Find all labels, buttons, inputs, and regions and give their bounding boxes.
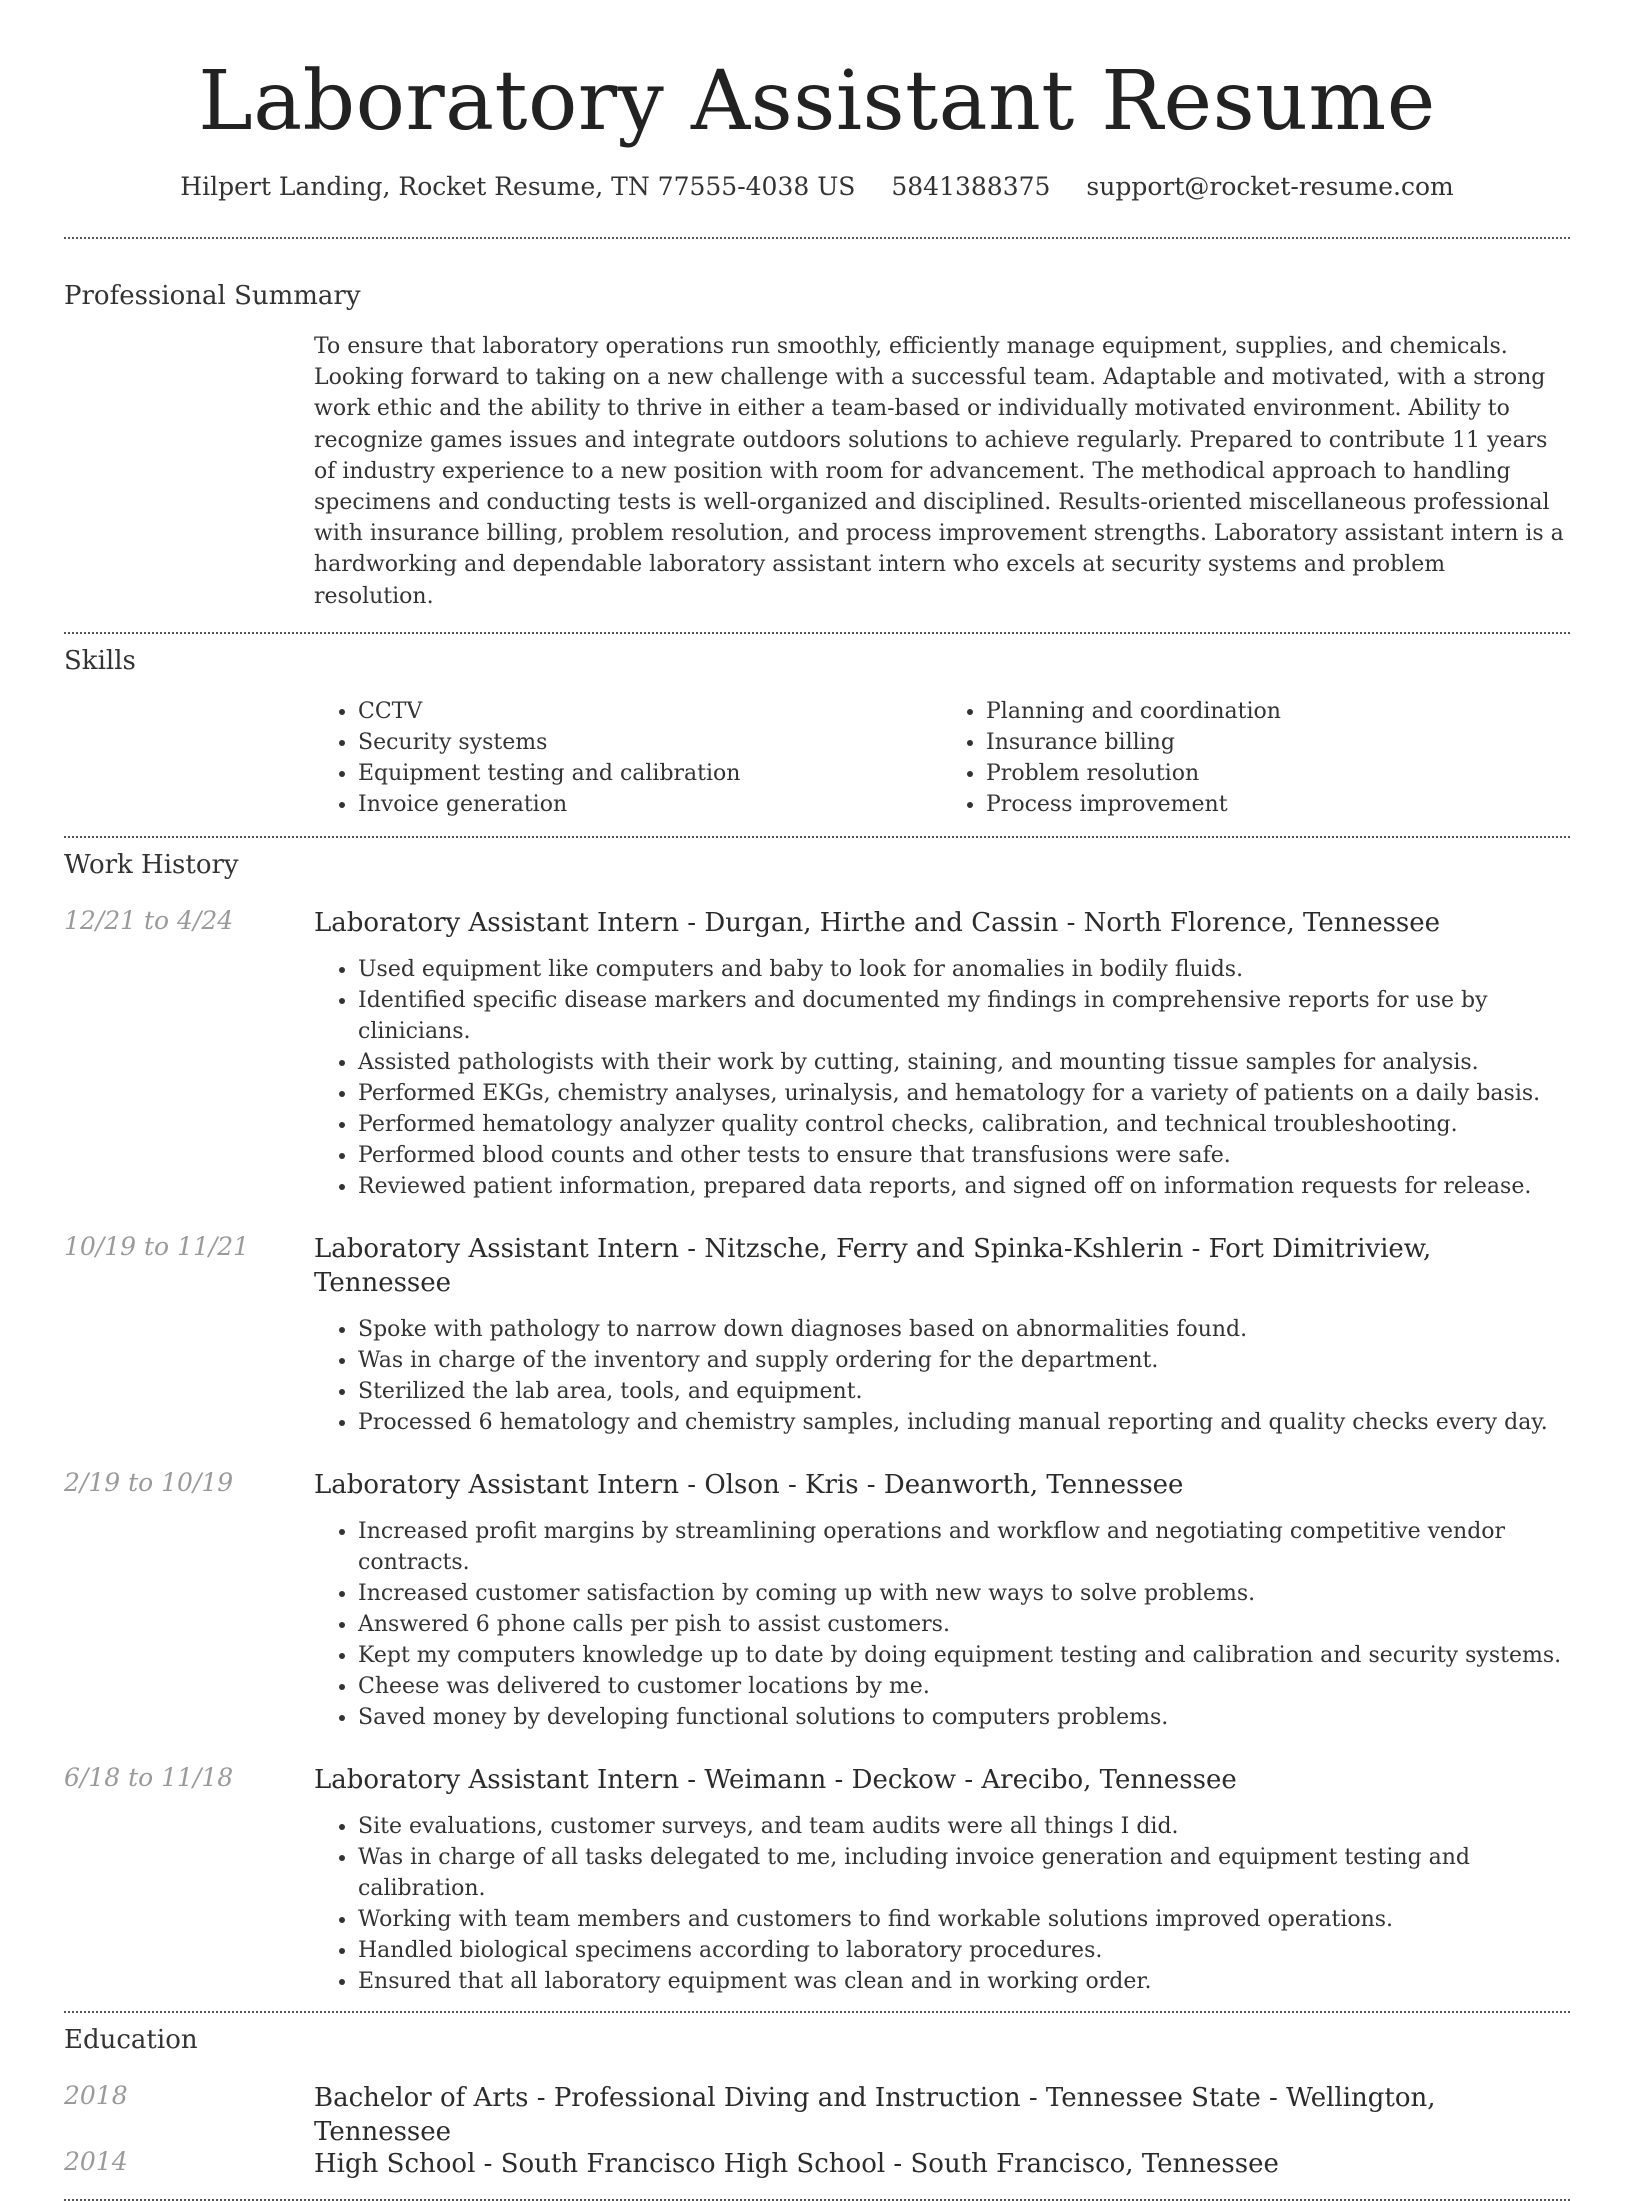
contact-address: Hilpert Landing, Rocket Resume, TN 77555-4038 US — [180, 172, 856, 201]
contact-email: support@rocket-resume.com — [1086, 172, 1454, 201]
job-bullet: • Kept my computers knowledge up to date by doing equipment testing and calibration and security systems. — [358, 1640, 1570, 1671]
job-bullet: • Performed EKGs, chemistry analyses, urinalysis, and hematology for a variety of patients on a daily basis. — [358, 1078, 1570, 1109]
job-bullet: • Assisted pathologists with their work by cutting, staining, and mounting tissue samples for analysis. — [358, 1047, 1570, 1078]
skill-item: • Problem resolution — [986, 758, 1570, 789]
skill-item: • Invoice generation — [358, 789, 942, 820]
job-bullets — [314, 954, 1570, 1202]
job-bullets — [314, 1314, 1570, 1438]
summary-text: To ensure that laboratory operations run smoothly, efficiently manage equipment, supplies, and chemicals. Looking forward to taking on a new challenge with a successful team. Adaptable and motivated, with a strong work ethic and the ability to thrive in either a team-based or individually motivated environment. Ability to recognize games issues and integrate outdoors solutions to achieve regularly. Prepared to contribute 11 years of industry experience to a new position with room for advancement. The methodical approach to handling specimens and conducting tests is well-organized and disciplined. Results-oriented miscellaneous professional with insurance billing, problem resolution, and process improvement strengths. Laboratory assistant intern is a hardworking and dependable laboratory assistant intern who excels at security systems and problem resolution. — [314, 334, 1564, 609]
job-bullet: • Saved money by developing functional solutions to computers problems. — [358, 1702, 1570, 1733]
job-bullet: • Performed blood counts and other tests to ensure that transfusions were safe. — [358, 1140, 1570, 1171]
skill-item: • Security systems — [358, 727, 942, 758]
job-bullet: • Spoke with pathology to narrow down diagnoses based on abnormalities found. — [358, 1314, 1570, 1345]
job-title: Laboratory Assistant Intern - Olson - Kris - Deanworth, Tennessee — [314, 1469, 1184, 1500]
job-bullet: • Ensured that all laboratory equipment was clean and in working order. — [358, 1966, 1570, 1997]
education-detail: Bachelor of Arts - Professional Diving and Instruction - Tennessee State - Wellington, Tennessee — [314, 2082, 1436, 2147]
contact-line — [64, 172, 1570, 201]
skills-column-1 — [314, 696, 942, 820]
job-bullet: • Working with team members and customers to find workable solutions improved operations. — [358, 1904, 1570, 1935]
skill-item: • Planning and coordination — [986, 696, 1570, 727]
skills-column-2 — [942, 696, 1570, 820]
job-dates: 10/19 to 11/21 — [64, 1231, 250, 1261]
summary-heading: Professional Summary — [64, 281, 361, 311]
skill-item: • CCTV — [358, 696, 942, 727]
job-bullets — [314, 1516, 1570, 1733]
job-bullets — [314, 1811, 1570, 1997]
section-divider — [64, 632, 1570, 634]
education-entry — [64, 2080, 1570, 2147]
resume-title: Laboratory Assistant Resume — [198, 54, 1436, 149]
job-bullet: • Answered 6 phone calls per pish to assist customers. — [358, 1609, 1570, 1640]
job-bullet: • Increased customer satisfaction by coming up with new ways to solve problems. — [358, 1578, 1570, 1609]
job-title: Laboratory Assistant Intern - Weimann - Deckow - Arecibo, Tennessee — [314, 1764, 1237, 1795]
education-heading: Education — [64, 2024, 198, 2055]
job-title: Laboratory Assistant Intern - Durgan, Hirthe and Cassin - North Florence, Tennessee — [314, 907, 1441, 938]
education-detail: High School - South Francisco High School - South Francisco, Tennessee — [314, 2148, 1279, 2179]
section-divider — [64, 237, 1570, 239]
job-bullet: • Identified specific disease markers and documented my findings in comprehensive reports for use by clinicians. — [358, 985, 1570, 1047]
education-entry — [64, 2147, 1570, 2181]
job-bullet: • Site evaluations, customer surveys, and team audits were all things I did. — [358, 1811, 1570, 1842]
job-dates: 12/21 to 4/24 — [64, 905, 234, 935]
skill-item: • Insurance billing — [986, 727, 1570, 758]
job-bullet: • Was in charge of the inventory and supply ordering for the department. — [358, 1345, 1570, 1376]
job-bullet: • Performed hematology analyzer quality control checks, calibration, and technical troubleshooting. — [358, 1109, 1570, 1140]
job-bullet: • Used equipment like computers and baby to look for anomalies in bodily fluids. — [358, 954, 1570, 985]
skill-item: • Process improvement — [986, 789, 1570, 820]
job-bullet: • Reviewed patient information, prepared data reports, and signed off on information requests for release. — [358, 1171, 1570, 1202]
job-bullet: • Handled biological specimens according to laboratory procedures. — [358, 1935, 1570, 1966]
section-divider — [64, 836, 1570, 838]
job-bullet: • Was in charge of all tasks delegated to me, including invoice generation and equipment testing and calibration. — [358, 1842, 1570, 1904]
skills-heading: Skills — [64, 645, 136, 676]
work-heading: Work History — [64, 849, 239, 880]
education-year: 2018 — [64, 2080, 128, 2110]
job-dates: 6/18 to 11/18 — [64, 1762, 234, 1792]
job-title: Laboratory Assistant Intern - Nitzsche, Ferry and Spinka-Kshlerin - Fort Dimitriview, Tennessee — [314, 1233, 1432, 1298]
job-bullet: • Cheese was delivered to customer locations by me. — [358, 1671, 1570, 1702]
job-entry — [64, 906, 1570, 1202]
section-divider — [64, 2011, 1570, 2013]
job-bullet: • Processed 6 hematology and chemistry samples, including manual reporting and quality checks every day. — [358, 1407, 1570, 1438]
contact-phone: 5841388375 — [891, 172, 1051, 201]
job-bullet: • Increased profit margins by streamlining operations and workflow and negotiating competitive vendor contracts. — [358, 1516, 1570, 1578]
skills-list — [314, 696, 1570, 820]
job-dates: 2/19 to 10/19 — [64, 1467, 234, 1497]
job-entry — [64, 1763, 1570, 1997]
job-bullet: • Sterilized the lab area, tools, and equipment. — [358, 1376, 1570, 1407]
resume-page — [64, 0, 1570, 2201]
skill-item: • Equipment testing and calibration — [358, 758, 942, 789]
education-year: 2014 — [64, 2146, 128, 2176]
job-entry — [64, 1468, 1570, 1733]
job-entry — [64, 1232, 1570, 1438]
